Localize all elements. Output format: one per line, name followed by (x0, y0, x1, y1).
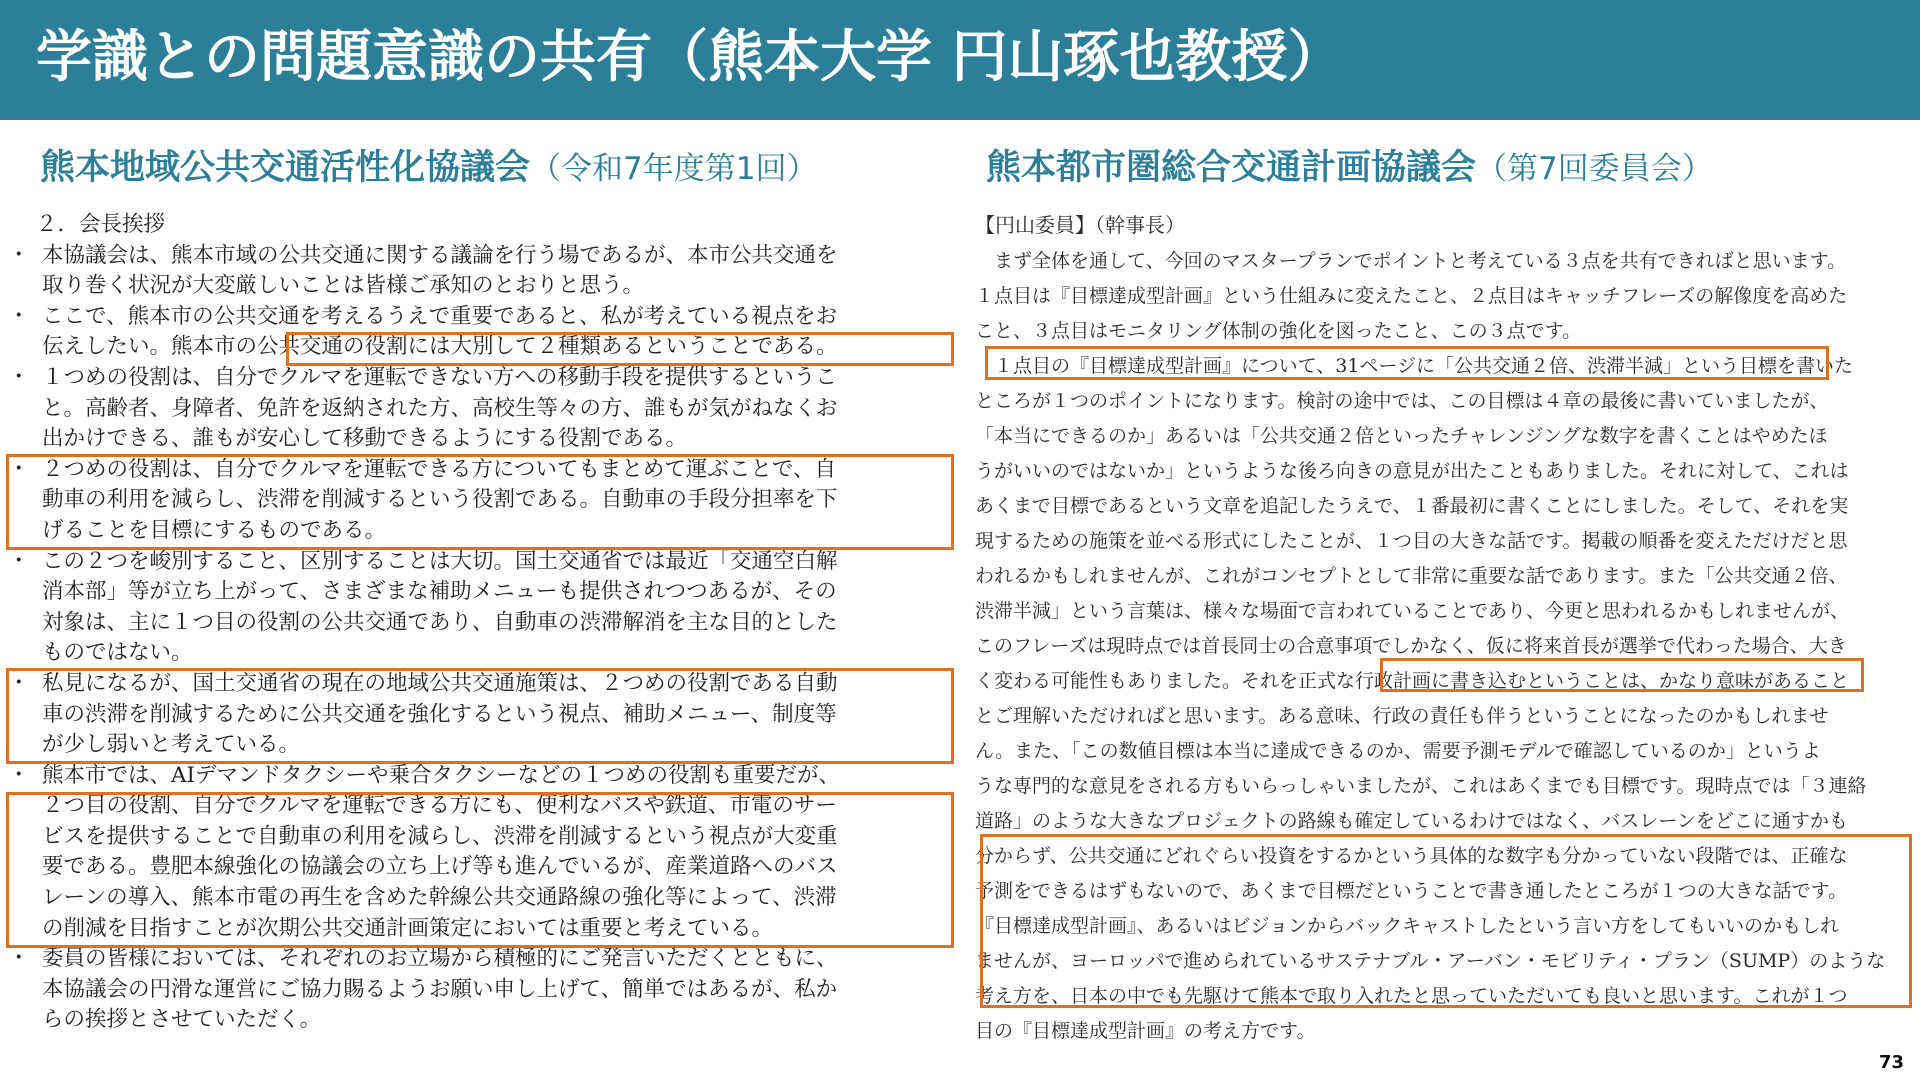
paragraph-line: 動車の利用を減らし、渋滞を削減するという役割である。自動車の手段分担率を下 (42, 487, 838, 513)
title-bar (0, 0, 1920, 120)
transcript-line: 分からず、公共交通にどれぐらい投資をするかという具体的な数字も分かっていない段階では、正確な (975, 845, 1848, 867)
paragraph-line: らの挨拶とさせていただく。 (42, 1007, 322, 1033)
bullet-paragraph (8, 455, 953, 547)
paragraph-line: ・ ２つめの役割は、自分でクルマを運転できる方についてもまとめて運ぶことで、自 (42, 456, 836, 482)
paragraph-line: ビスを提供することで自動車の利用を減らし、渋滞を削減するという視点が大変重 (42, 823, 838, 849)
paragraph-line: 取り巻く状況が大変厳しいことは皆様ご承知のとおりと思う。 (42, 273, 645, 299)
paragraph-line: 要である。豊肥本線強化の協議会の立ち上げ等も進んでいるが、産業道路へのバス (42, 854, 838, 880)
slide-title: 学識との問題意識の共有（熊本大学 円山琢也教授） (36, 25, 1344, 90)
paragraph-line: げることを目標にするものである。 (42, 517, 387, 543)
paragraph-line: の削減を目指すことが次期公共交通計画策定においては重要と考えている。 (42, 915, 774, 941)
paragraph-line: ・ 熊本市では、AIデマンドタクシーや乗合タクシーなどの１つめの役割も重要だが、 (42, 762, 841, 788)
left-heading-sub: （令和7年度第1回） (530, 151, 818, 187)
right-heading-sub: （第7回委員会） (1476, 151, 1713, 187)
left-column-heading (40, 140, 817, 196)
paragraph-line: ・ 本協議会は、熊本市域の公共交通に関する議論を行う場であるが、本市公共交通を (42, 242, 838, 268)
paragraph-line: ・ 委員の皆様においては、それぞれのお立場から積極的にご発言いただくとともに、 (42, 946, 838, 972)
transcript-line: く変わる可能性もありました。それを正式な行政計画に書き込むということは、かなり意味があること (975, 670, 1850, 692)
transcript-line: うがいいのではないか」というような後ろ向きの意見が出たこともありました。それに対して、これは (975, 460, 1849, 482)
paragraph-line: ・ １つめの役割は、自分でクルマを運転できない方への移動手段を提供するというこ (42, 364, 837, 390)
speaker-label: 【円山委員】（幹事長） (975, 213, 1185, 237)
transcript-line: こと、３点目はモニタリング体制の強化を図ったこと、この３点です。 (975, 320, 1582, 342)
transcript-line: ませんが、ヨーロッパで進められているサステナブル・アーバン・モビリティ・プラン（SUMP）のような (975, 950, 1886, 972)
bullet-paragraph (8, 761, 953, 945)
right-heading-main: 熊本都市圏総合交通計画協議会 (986, 148, 1477, 188)
paragraph-line: ものではない。 (42, 640, 193, 666)
transcript-line: 道路」のような大きなプロジェクトの路線も確定しているわけではなく、バスレーンをどこに通すかも (975, 810, 1848, 832)
transcript-line: １点目の『目標達成型計画』について、31ページに「公共交通２倍、渋滞半減」という目標を書いた (975, 355, 1854, 377)
right-column-heading (986, 140, 1713, 196)
transcript-line: うな専門的な意見をされる方もいらっしゃいましたが、これはあくまでも目標です。現時点では「３連絡 (975, 775, 1867, 797)
paragraph-line: 車の渋滞を削減するために公共交通を強化するという視点、補助メニュー、制度等 (42, 701, 837, 727)
transcript-line: われるかもしれませんが、これがコンセプトとして非常に重要な話であります。また「公共交通２倍、 (975, 565, 1848, 587)
transcript-line: １点目は『目標達成型計画』という仕組みに変えたこと、２点目はキャッチフレーズの解像度を高めた (975, 285, 1848, 307)
paragraph-line: と。高齢者、身障者、免許を返納された方、高校生等々の方、誰もが気がねなくお (42, 395, 838, 421)
transcript-line: 目の『目標達成型計画』の考え方です。 (975, 1020, 1316, 1042)
paragraph-line: ・ この２つを峻別すること、区別することは大切。国土交通省では最近「交通空白解 (42, 548, 838, 574)
transcript-line: 考え方を、日本の中でも先駆けて熊本で取り入れたと思っていただいても良いと思います。これが１つ (975, 985, 1848, 1007)
page-number: 73 (1878, 1052, 1904, 1073)
paragraph-line: 消本部」等が立ち上がって、さまざまな補助メニューも提供されつつあるが、その (42, 579, 837, 605)
paragraph-line: が少し弱いと考えている。 (42, 732, 301, 758)
transcript-line: ん。また、「この数値目標は本当に達成できるのか、需要予測モデルで確認しているのか」というよ (975, 740, 1821, 762)
paragraph-line: 出かけできる、誰もが安心して移動できるようにする役割である。 (42, 426, 688, 452)
transcript-line: 予測をできるはずもないので、あくまで目標だということで書き通したところが１つの大きな話です。 (975, 880, 1848, 902)
paragraph-line: 本協議会の円滑な運営にご協力賜るようお願い申し上げて、簡単ではあるが、私か (42, 976, 838, 1002)
section-heading: ２．会長挨拶 (36, 212, 166, 237)
paragraph-line: 対象は、主に１つ目の役割の公共交通であり、自動車の渋滞解消を主な目的とした (42, 609, 838, 635)
paragraph-line: ・ ここで、熊本市の公共交通を考えるうえで重要であると、私が考えている視点をお (42, 303, 838, 329)
transcript-line: 現するための施策を並べる形式にしたことが、１つ目の大きな話です。掲載の順番を変えただけだと思 (975, 530, 1848, 552)
transcript-line: あくまで目標であるという文章を追記したうえで、１番最初に書くことにしました。そして、それを実 (975, 495, 1849, 517)
bullet-paragraph (8, 547, 953, 669)
transcript-line: 「本当にできるのか」あるいは「公共交通２倍といったチャレンジングな数字を書くことはやめたほ (975, 425, 1828, 447)
bullet-paragraph (8, 241, 953, 302)
transcript-line: まず全体を通して、今回のマスタープランでポイントと考えている３点を共有できればと思います。 (975, 250, 1847, 272)
left-heading-main: 熊本地域公共交通活性化協議会 (40, 148, 531, 188)
left-document-excerpt (8, 210, 953, 1036)
paragraph-line: ２つ目の役割、自分でクルマを運転できる方にも、便利なバスや鉄道、市電のサー (42, 793, 837, 819)
bullet-paragraph (8, 669, 953, 761)
bullet-paragraph (8, 944, 953, 1036)
transcript-line: このフレーズは現時点では首長同士の合意事項でしかなく、仮に将来首長が選挙で代わった場合、大き (975, 635, 1847, 657)
bullet-paragraph (8, 302, 953, 363)
paragraph-line: レーンの導入、熊本市電の再生を含めた幹線公共交通路線の強化等によって、渋滞 (42, 885, 837, 911)
transcript-line: とご理解いただければと思います。ある意味、行政の責任も伴うということになったのかもしれませ (975, 705, 1829, 727)
bullet-paragraph (8, 363, 953, 455)
paragraph-line: ・ 私見になるが、国土交通省の現在の地域公共交通施策は、２つめの役割である自動 (42, 670, 838, 696)
right-document-excerpt (975, 210, 1913, 1049)
transcript-line: 渋滞半減」という言葉は、様々な場面で言われていることであり、今更と思われるかもしれませんが、 (975, 600, 1850, 622)
transcript-line: 『目標達成型計画』、あるいはビジョンからバックキャストしたという言い方をしてもいいのかもしれ (975, 915, 1840, 937)
paragraph-line: 伝えしたい。熊本市の公共交通の役割には大別して２種類あるということである。 (42, 334, 838, 360)
transcript-line: ところが１つのポイントになります。検討の途中では、この目標は４章の最後に書いていましたが、 (975, 390, 1829, 412)
